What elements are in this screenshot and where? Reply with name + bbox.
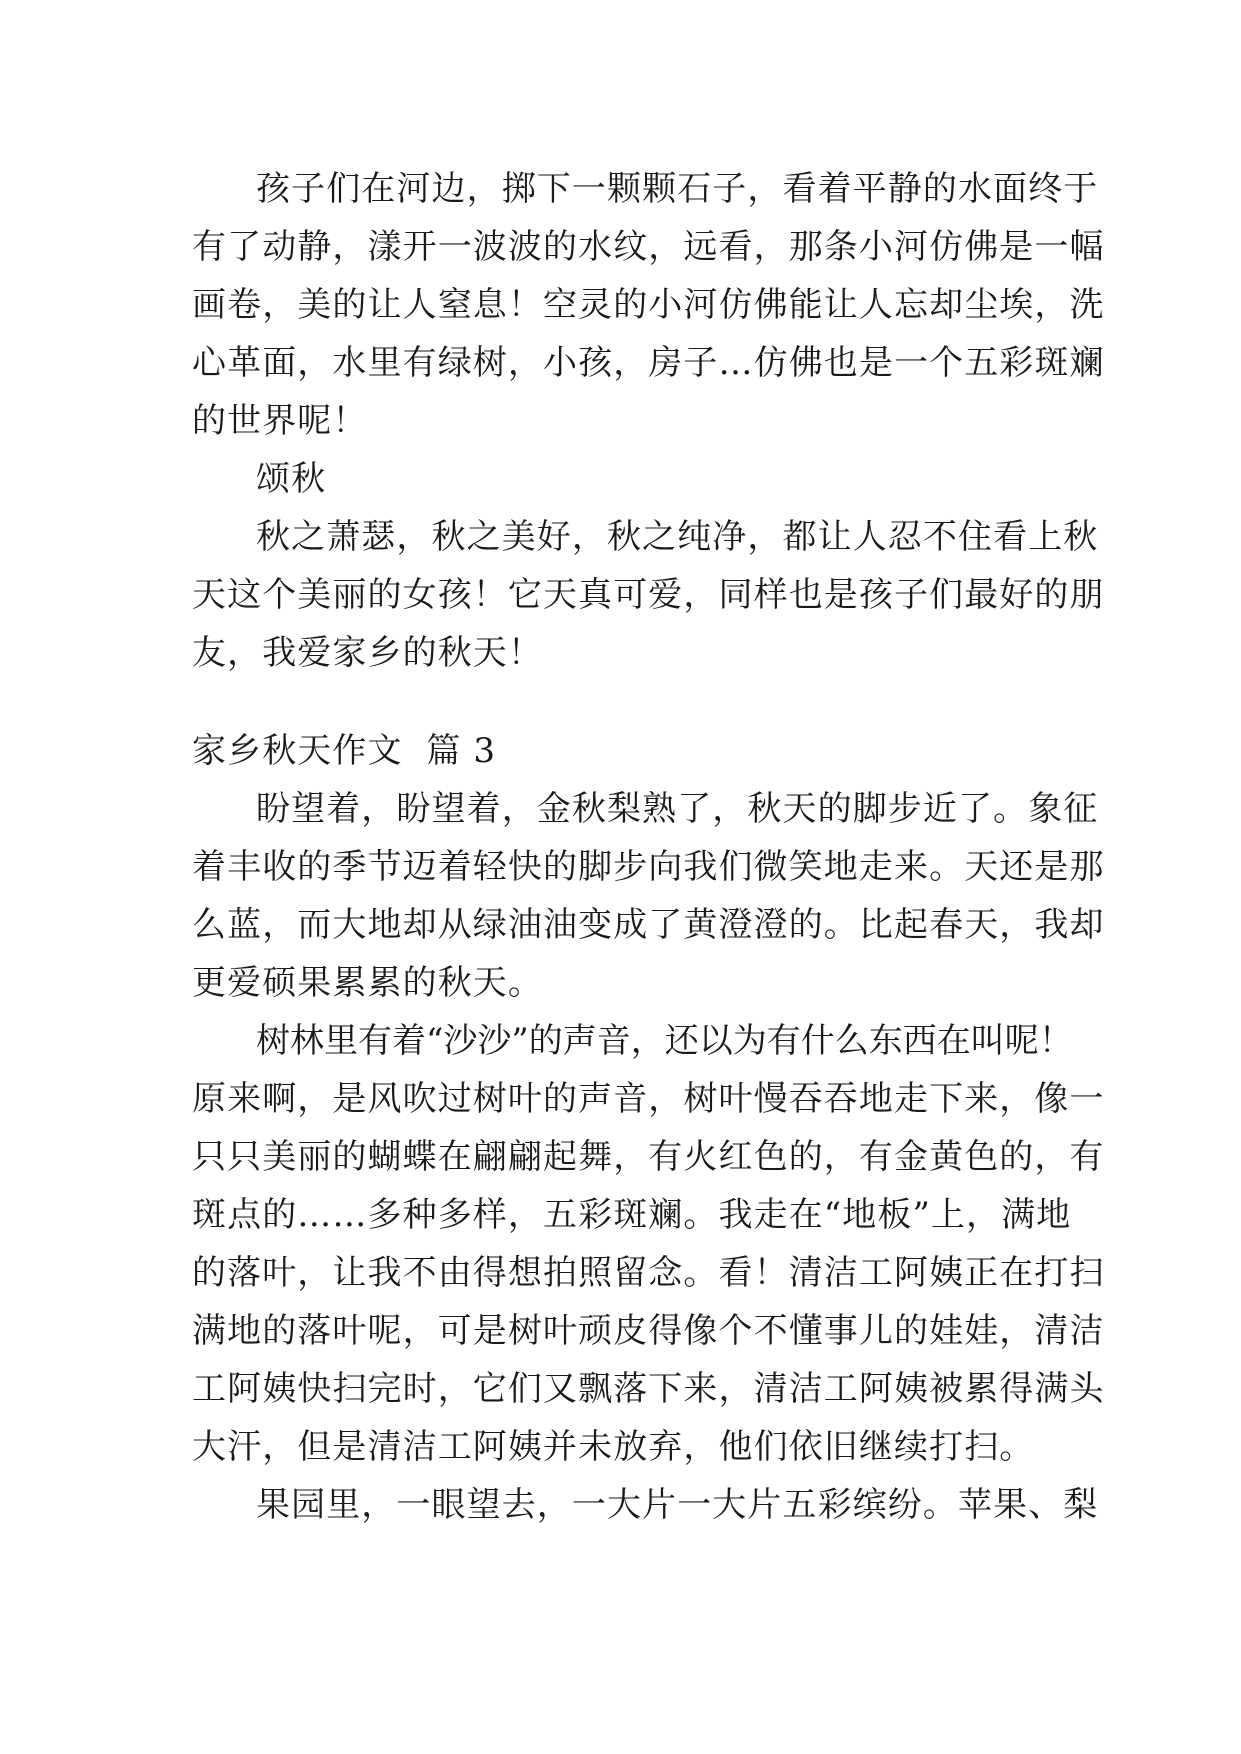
paragraph (192, 450, 1052, 508)
text-line: 斑点的……多种多样，五彩斑斓。我走在“地板”上，满地 (192, 1195, 1072, 1235)
section-heading: 家乡秋天作文 篇 3 (192, 731, 497, 771)
text-line: 满地的落叶呢，可是树叶顽皮得像个不懂事儿的娃娃，清洁 (192, 1311, 1105, 1351)
paragraph (192, 780, 1105, 1012)
text-line: 的落叶，让我不由得想拍照留念。看！清洁工阿姨正在打扫 (192, 1253, 1105, 1293)
text-line: 么蓝，而大地却从绿油油变成了黄澄澄的。比起春天，我却 (192, 905, 1105, 945)
paragraph (192, 1476, 1099, 1534)
text-line: 大汗，但是清洁工阿姨并未放弃，他们依旧继续打扫。 (192, 1427, 1035, 1467)
text-line: 树林里有着“沙沙”的声音，还以为有什么东西在叫呢！ (256, 1021, 1073, 1061)
text-line: 秋之萧瑟，秋之美好，秋之纯净，都让人忍不住看上秋 (256, 517, 1099, 557)
text-line: 的世界呢！ (192, 401, 368, 441)
text-line: 盼望着，盼望着，金秋梨熟了，秋天的脚步近了。象征 (256, 789, 1099, 829)
paragraph (192, 508, 1105, 682)
text-line: 画卷，美的让人窒息！空灵的小河仿佛能让人忘却尘埃，洗 (192, 285, 1105, 325)
paragraph (192, 1012, 1105, 1476)
text-line: 只只美丽的蝴蝶在翩翩起舞，有火红色的，有金黄色的，有 (192, 1137, 1105, 1177)
text-line: 有了动静，漾开一波波的水纹，远看，那条小河仿佛是一幅 (192, 227, 1105, 267)
text-line: 着丰收的季节迈着轻快的脚步向我们微笑地走来。天还是那 (192, 847, 1105, 887)
text-line: 果园里，一眼望去，一大片一大片五彩缤纷。苹果、梨 (256, 1485, 1099, 1525)
text-line: 天这个美丽的女孩！它天真可爱，同样也是孩子们最好的朋 (192, 575, 1105, 615)
document-body (192, 160, 1105, 1534)
text-line: 原来啊，是风吹过树叶的声音，树叶慢吞吞地走下来，像一 (192, 1079, 1105, 1119)
text-line: 更爱硕果累累的秋天。 (192, 963, 543, 1003)
text-line: 友，我爱家乡的秋天！ (192, 633, 543, 673)
paragraph (192, 160, 1105, 450)
text-line: 心革面，水里有绿树，小孩，房子…仿佛也是一个五彩斑斓 (192, 343, 1105, 383)
section-gap (192, 682, 1052, 722)
text-line: 颂秋 (256, 459, 327, 499)
text-line: 孩子们在河边，掷下一颗颗石子，看着平静的水面终于 (256, 169, 1099, 209)
text-line: 工阿姨快扫完时，它们又飘落下来，清洁工阿姨被累得满头 (192, 1369, 1105, 1409)
